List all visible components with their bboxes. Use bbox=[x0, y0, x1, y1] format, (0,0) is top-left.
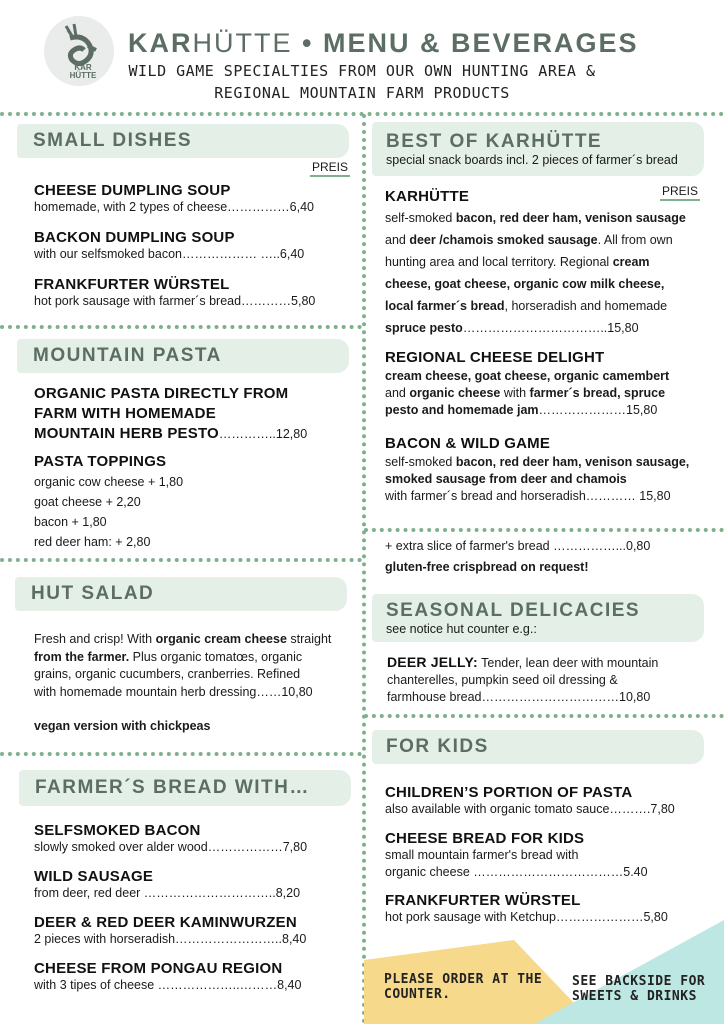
item-name: WILD SAUSAGE bbox=[34, 868, 154, 885]
pasta-name-line-2: FARM WITH HOMEMADE bbox=[34, 405, 216, 422]
karhuette-logo bbox=[44, 16, 114, 86]
item-name: REGIONAL CHEESE DELIGHT bbox=[385, 349, 605, 366]
seasonal-subtitle: see notice hut counter e.g.: bbox=[386, 622, 537, 636]
extra-bread: + extra slice of farmer's bread ……………...0,80 bbox=[385, 539, 651, 553]
topping-item: bacon + 1,80 bbox=[34, 515, 107, 529]
item-name: FRANKFURTER WÜRSTEL bbox=[385, 892, 581, 909]
subtitle-line-1: WILD GAME SPECIALTIES FROM OUR OWN HUNTING AREA & bbox=[128, 62, 596, 80]
title-light: HÜTTE bbox=[192, 28, 293, 58]
salad-line-1: Fresh and crisp! With organic cream cheese straight bbox=[34, 632, 332, 646]
topping-item: organic cow cheese + 1,80 bbox=[34, 475, 184, 489]
salad-line-3: grains, organic cucumbers, cranberries. Refined bbox=[34, 667, 301, 681]
item-name: KARHÜTTE bbox=[385, 188, 470, 205]
preis-label-left: PREIS bbox=[310, 160, 350, 177]
cheese-description: cream cheese, goat cheese, organic camembert and organic cheese with farmer´s bread, spruce pesto and homemade jam…………………15,80 bbox=[385, 369, 670, 417]
item-desc: homemade, with 2 types of cheese……………6,40 bbox=[34, 200, 314, 214]
section-for-kids: FOR KIDS bbox=[372, 730, 704, 764]
divider-left-2 bbox=[0, 558, 362, 562]
karhuette-description: self-smoked bacon, red deer ham, venison sausage and deer /chamois smoked sausage. All from own hunting area and local territory. Regional cream cheese, goat cheese, organic cow milk cheese, local farmer´s bread, horseradish and homemade spruce pesto……………………………..15,80 bbox=[385, 211, 686, 335]
pasta-name-line-3-text: MOUNTAIN HERB PESTO bbox=[34, 425, 219, 442]
topping-item: red deer ham: + 2,80 bbox=[34, 535, 151, 549]
divider-left-3 bbox=[0, 752, 362, 756]
preis-label-right: PREIS bbox=[660, 184, 700, 201]
item-desc: with 3 tipes of cheese ………………..………8,40 bbox=[34, 978, 302, 992]
item-name: DEER & RED DEER KAMINWURZEN bbox=[34, 914, 297, 931]
page-title bbox=[128, 28, 639, 59]
item-desc: with our selfsmoked bacon……………… …..6,40 bbox=[34, 247, 305, 261]
seasonal-title: SEASONAL DELICACIES bbox=[386, 600, 641, 621]
gluten-free-note: gluten-free crispbread on request! bbox=[385, 560, 589, 574]
item-desc: slowly smoked over alder wood………………7,80 bbox=[34, 840, 308, 854]
divider-right-1 bbox=[364, 528, 724, 532]
see-backside-note: SEE BACKSIDE FOR SWEETS & DRINKS bbox=[572, 974, 706, 1004]
toppings-title: PASTA TOPPINGS bbox=[34, 453, 167, 470]
item-name: CHILDREN’S PORTION OF PASTA bbox=[385, 784, 633, 801]
divider-right-2 bbox=[364, 714, 724, 718]
item-name: CHEESE DUMPLING SOUP bbox=[34, 182, 231, 199]
column-divider bbox=[362, 114, 366, 1024]
best-of-subtitle: special snack boards incl. 2 pieces of farmer´s bread bbox=[386, 153, 678, 167]
title-bold: KAR bbox=[128, 28, 193, 58]
deer-jelly-label: DEER JELLY: bbox=[387, 654, 478, 670]
item-desc: 2 pieces with horseradish……………………..8,40 bbox=[34, 932, 307, 946]
logo-text: KAR HÜTTE bbox=[69, 63, 97, 80]
item-name: SELFSMOKED BACON bbox=[34, 822, 201, 839]
pasta-price: …………..12,80 bbox=[218, 427, 308, 441]
title-rest: • MENU & BEVERAGES bbox=[292, 28, 639, 58]
item-desc: hot pork sausage with Ketchup…………………5,80 bbox=[385, 910, 668, 924]
vegan-note: vegan version with chickpeas bbox=[34, 719, 211, 733]
farmers-bread-list bbox=[34, 822, 307, 994]
section-hut-salad: HUT SALAD bbox=[15, 577, 347, 611]
item-desc: organic cheese ………………………………5.40 bbox=[385, 865, 648, 879]
footer-teal-shape bbox=[534, 920, 724, 1024]
item-name: BACON & WILD GAME bbox=[385, 435, 551, 452]
subtitle-line-2: REGIONAL MOUNTAIN FARM PRODUCTS bbox=[214, 84, 510, 102]
section-small-dishes: SMALL DISHES bbox=[17, 124, 349, 158]
pasta-item bbox=[34, 384, 307, 552]
bacon-description: self-smoked bacon, red deer ham, venison sausage, smoked sausage from deer and chamois with farmer´s bread and horseradish………… 15,80 bbox=[385, 455, 690, 503]
section-best-of bbox=[372, 122, 704, 176]
kids-list bbox=[385, 784, 675, 926]
deer-jelly-description: DEER JELLY: Tender, lean deer with mountain chanterelles, pumpkin seed oil dressing & farmhouse bread……………………………10,80 bbox=[387, 654, 659, 704]
item-name: CHEESE FROM PONGAU REGION bbox=[34, 960, 283, 977]
topping-item: goat cheese + 2,20 bbox=[34, 495, 141, 509]
order-at-counter-note: PLEASE ORDER AT THE COUNTER. bbox=[384, 972, 543, 1002]
best-of-title: BEST OF KARHÜTTE bbox=[386, 131, 603, 152]
item-desc: also available with organic tomato sauce……….7,80 bbox=[385, 802, 675, 816]
item-desc: hot pork sausage with farmer´s bread…………5,80 bbox=[34, 294, 316, 308]
item-desc: from deer, red deer …………………………..8,20 bbox=[34, 886, 301, 900]
salad-line-2: from the farmer. Plus organic tomatœs, organic bbox=[34, 649, 303, 664]
section-mountain-pasta: MOUNTAIN PASTA bbox=[17, 339, 349, 373]
item-name: CHEESE BREAD FOR KIDS bbox=[385, 830, 585, 847]
pasta-name-line-3 bbox=[34, 424, 307, 444]
item-name: BACKON DUMPLING SOUP bbox=[34, 229, 235, 246]
item-desc: small mountain farmer's bread with bbox=[385, 848, 579, 862]
item-name: FRANKFURTER WÜRSTEL bbox=[34, 276, 230, 293]
best-of-list bbox=[385, 188, 689, 505]
salad-line-4: with homemade mountain herb dressing……10,80 bbox=[34, 684, 313, 699]
small-dishes-list bbox=[34, 182, 315, 310]
hut-salad-description bbox=[34, 631, 354, 701]
pasta-name-line-1: ORGANIC PASTA DIRECTLY FROM bbox=[34, 385, 289, 402]
section-seasonal bbox=[372, 594, 704, 642]
section-farmers-bread: FARMER´S BREAD WITH… bbox=[19, 770, 351, 806]
divider-left-1 bbox=[0, 325, 362, 329]
